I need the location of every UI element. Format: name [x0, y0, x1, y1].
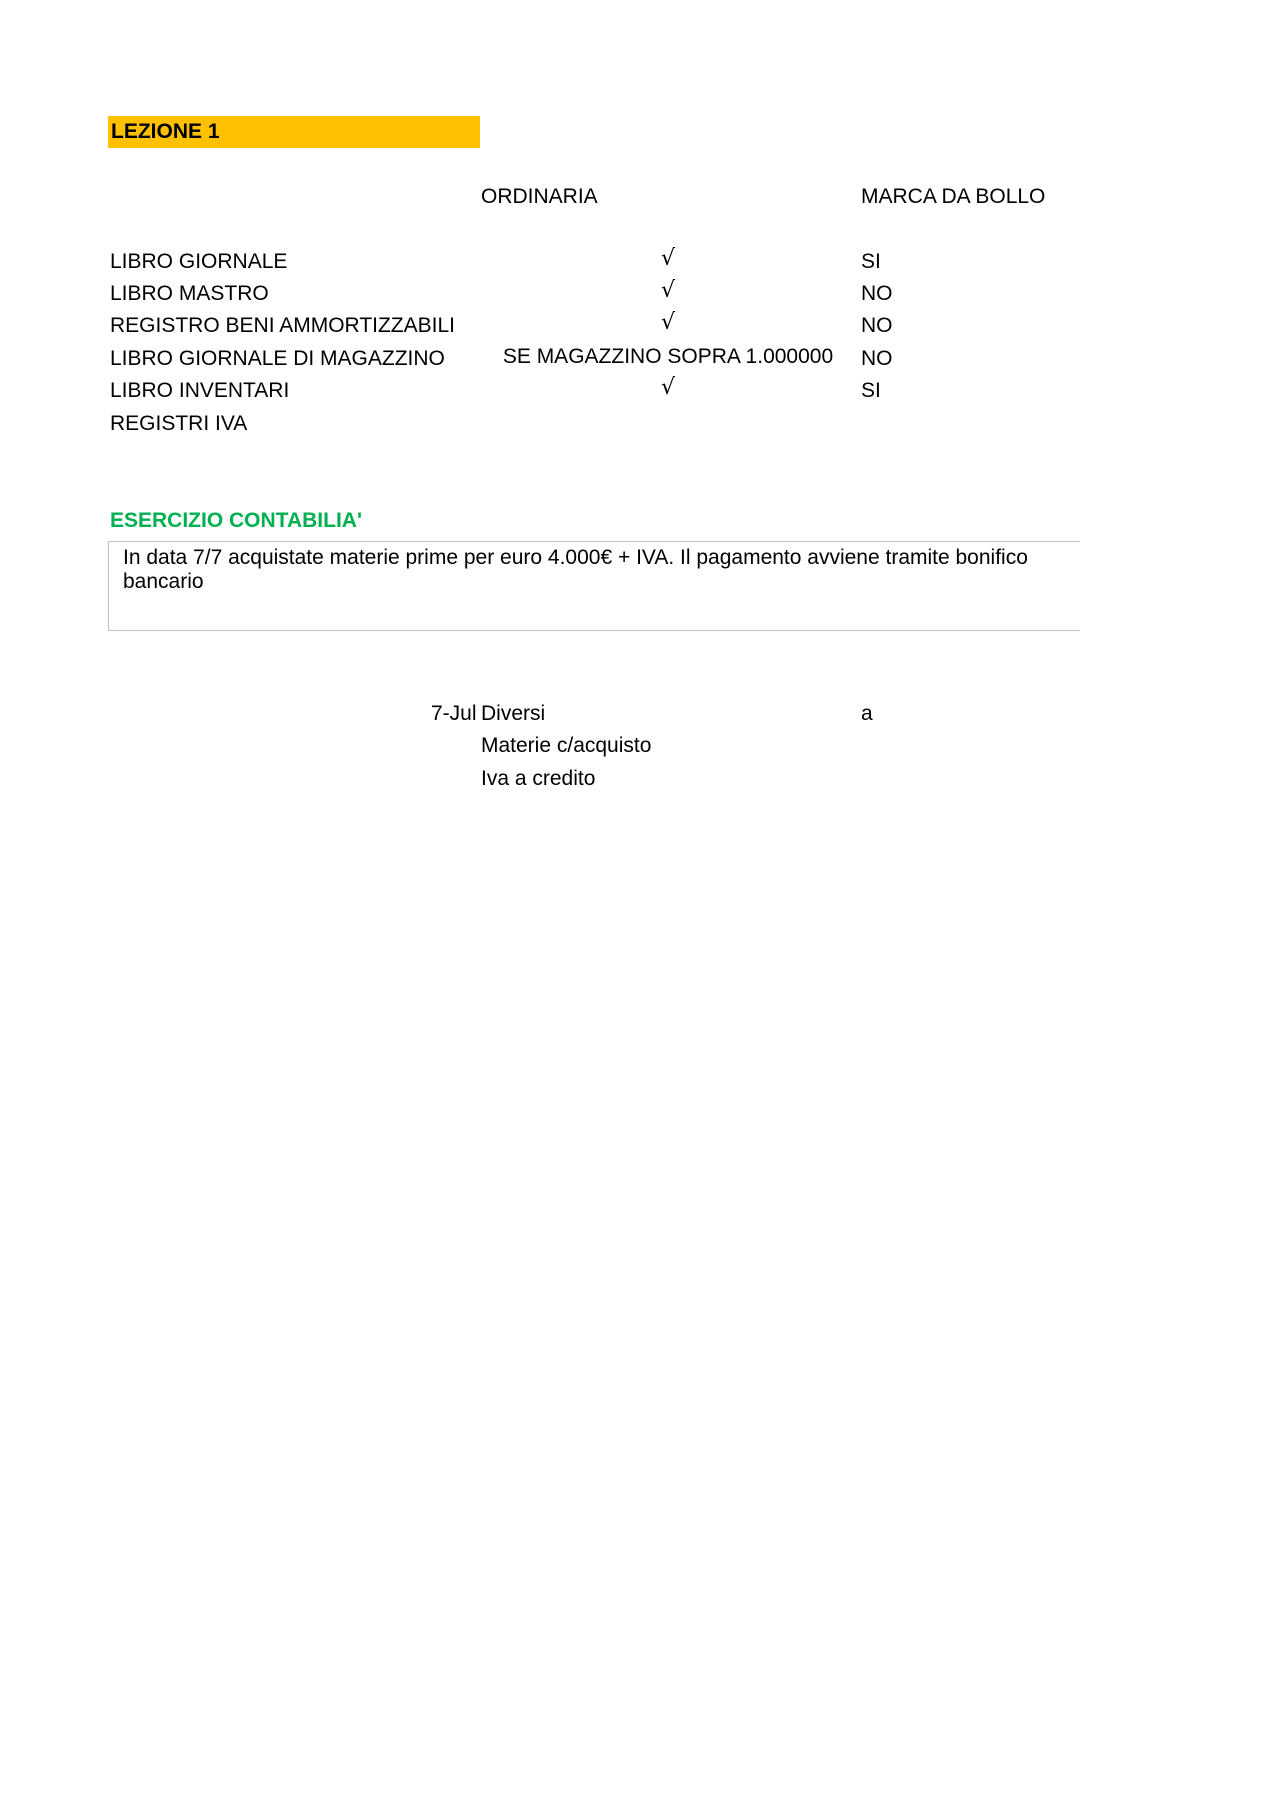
bollo-value: NO — [861, 314, 893, 337]
header-ordinaria: ORDINARIA — [481, 185, 598, 208]
entry-line: Materie c/acquisto — [481, 734, 652, 757]
header-marca-da-bollo: MARCA DA BOLLO — [861, 185, 1046, 208]
bollo-value: SI — [861, 250, 881, 273]
entry-debit-label: Diversi — [481, 702, 546, 725]
ordinaria-check: √ — [660, 278, 676, 303]
ordinaria-check: √ — [660, 375, 676, 400]
ordinaria-check: √ — [660, 246, 676, 271]
book-name: LIBRO GIORNALE — [110, 250, 288, 273]
exercise-title: ESERCIZIO CONTABILIA' — [110, 509, 362, 532]
book-name: REGISTRO BENI AMMORTIZZABILI — [110, 314, 455, 337]
ordinaria-note: SE MAGAZZINO SOPRA 1.000000 — [502, 345, 834, 368]
exercise-text: In data 7/7 acquistate materie prime per euro 4.000€ + IVA. Il pagamento avviene tramite bonifico bancario — [123, 546, 1028, 593]
lesson-banner — [108, 116, 480, 148]
bollo-value: SI — [861, 379, 881, 402]
bollo-value: NO — [861, 282, 893, 305]
book-name: REGISTRI IVA — [110, 412, 248, 435]
exercise-text-box — [108, 541, 1080, 631]
book-name: LIBRO INVENTARI — [110, 379, 290, 402]
bollo-value: NO — [861, 347, 893, 370]
entry-date: 7-Jul — [431, 702, 477, 725]
book-name: LIBRO GIORNALE DI MAGAZZINO — [110, 347, 445, 370]
lesson-title: LEZIONE 1 — [111, 120, 220, 143]
entry-line: Iva a credito — [481, 767, 596, 790]
entry-credit-marker: a — [861, 702, 873, 725]
ordinaria-check: √ — [660, 310, 676, 335]
book-name: LIBRO MASTRO — [110, 282, 269, 305]
